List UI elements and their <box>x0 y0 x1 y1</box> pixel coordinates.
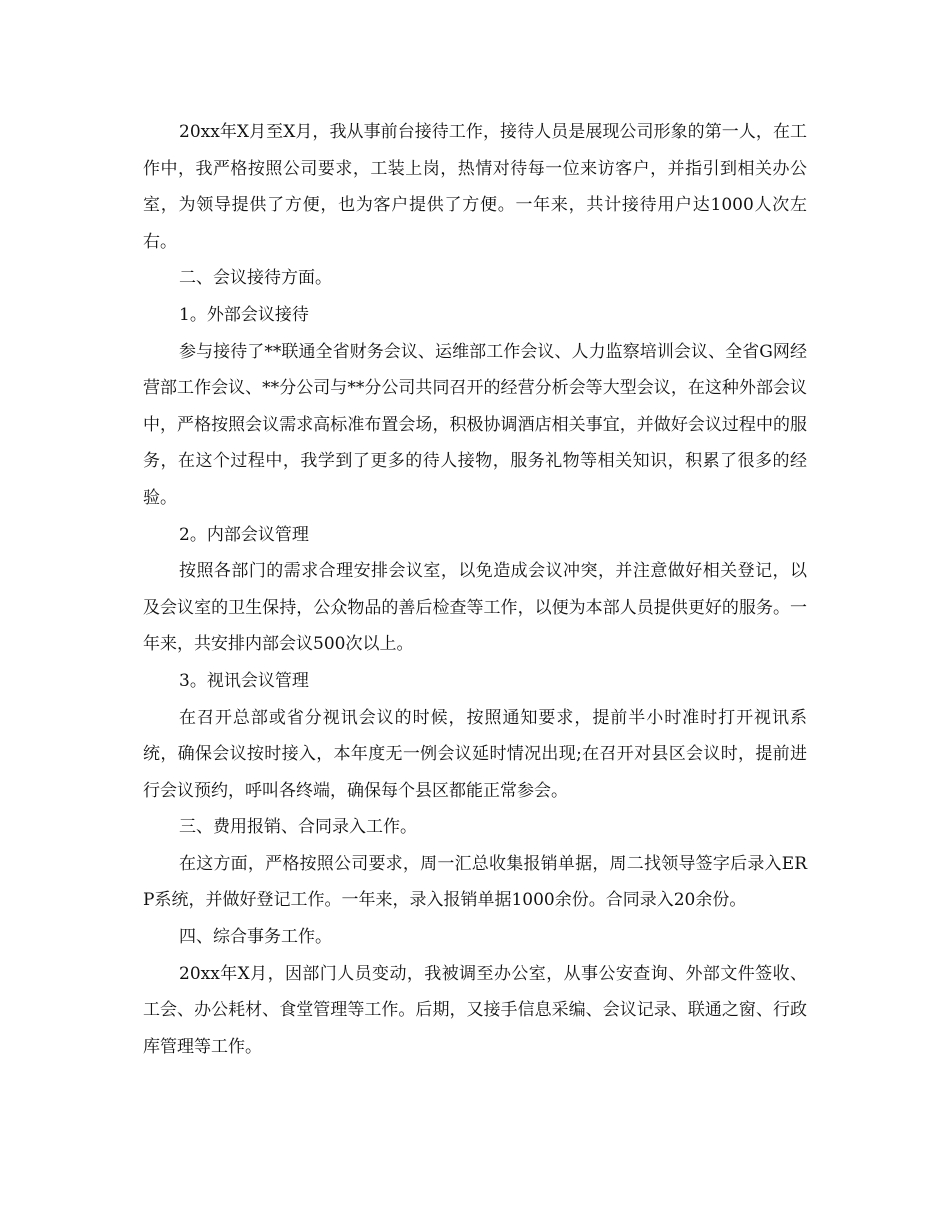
section-heading-expenses-contracts: 三、费用报销、合同录入工作。 <box>179 817 417 838</box>
subheading-video-meetings: 3。视讯会议管理 <box>179 670 309 691</box>
paragraph-general-affairs: 20xx年X月，因部门人员变动，我被调至办公室，从事公安查询、外部文件签收、工会、办公耗材、食堂管理等工作。后期，又接手信息采编、会议记录、联通之窗、行政库管理等工作。 <box>143 963 807 1057</box>
paragraph-external-meetings: 参与接待了**联通全省财务会议、运维部工作会议、人力监察培训会议、全省G网经营部工作会议、**分公司与**分公司共同召开的经营分析会等大型会议，在这种外部会议中，严格按照会议需求高标准布置会场，积极协调酒店相关事宜，并做好会议过程中的服务，在这个过程中，我学到了更多的待人接物，服务礼物等相关知识，积累了很多的经验。 <box>143 341 807 508</box>
subheading-external-meetings: 1。外部会议接待 <box>179 304 309 325</box>
paragraph-internal-meetings: 按照各部门的需求合理安排会议室，以免造成会议冲突，并注意做好相关登记，以及会议室的卫生保持，公众物品的善后检查等工作，以便为本部人员提供更好的服务。一年来，共安排内部会议500次以上。 <box>143 561 807 655</box>
paragraph-expenses-contracts: 在这方面，严格按照公司要求，周一汇总收集报销单据，周二找领导签字后录入ERP系统，并做好登记工作。一年来，录入报销单据1000余份。合同录入20余份。 <box>143 853 807 911</box>
paragraph-video-meetings: 在召开总部或省分视讯会议的时候，按照通知要求，提前半小时准时打开视讯系统，确保会议按时接入，本年度无一例会议延时情况出现;在召开对县区会议时，提前进行会议预约，呼叫各终端，确保每个县区都能正常参会。 <box>143 707 807 801</box>
section-heading-meeting-reception: 二、会议接待方面。 <box>179 268 332 289</box>
section-heading-general-affairs: 四、综合事务工作。 <box>179 927 332 948</box>
subheading-internal-meetings: 2。内部会议管理 <box>179 524 309 545</box>
document-body <box>143 114 807 1065</box>
paragraph-reception-work: 20xx年X月至X月，我从事前台接待工作，接待人员是展现公司形象的第一人，在工作中，我严格按照公司要求，工装上岗，热情对待每一位来访客户，并指引到相关办公室，为领导提供了方便，也为客户提供了方便。一年来，共计接待用户达1000人次左右。 <box>143 122 807 252</box>
